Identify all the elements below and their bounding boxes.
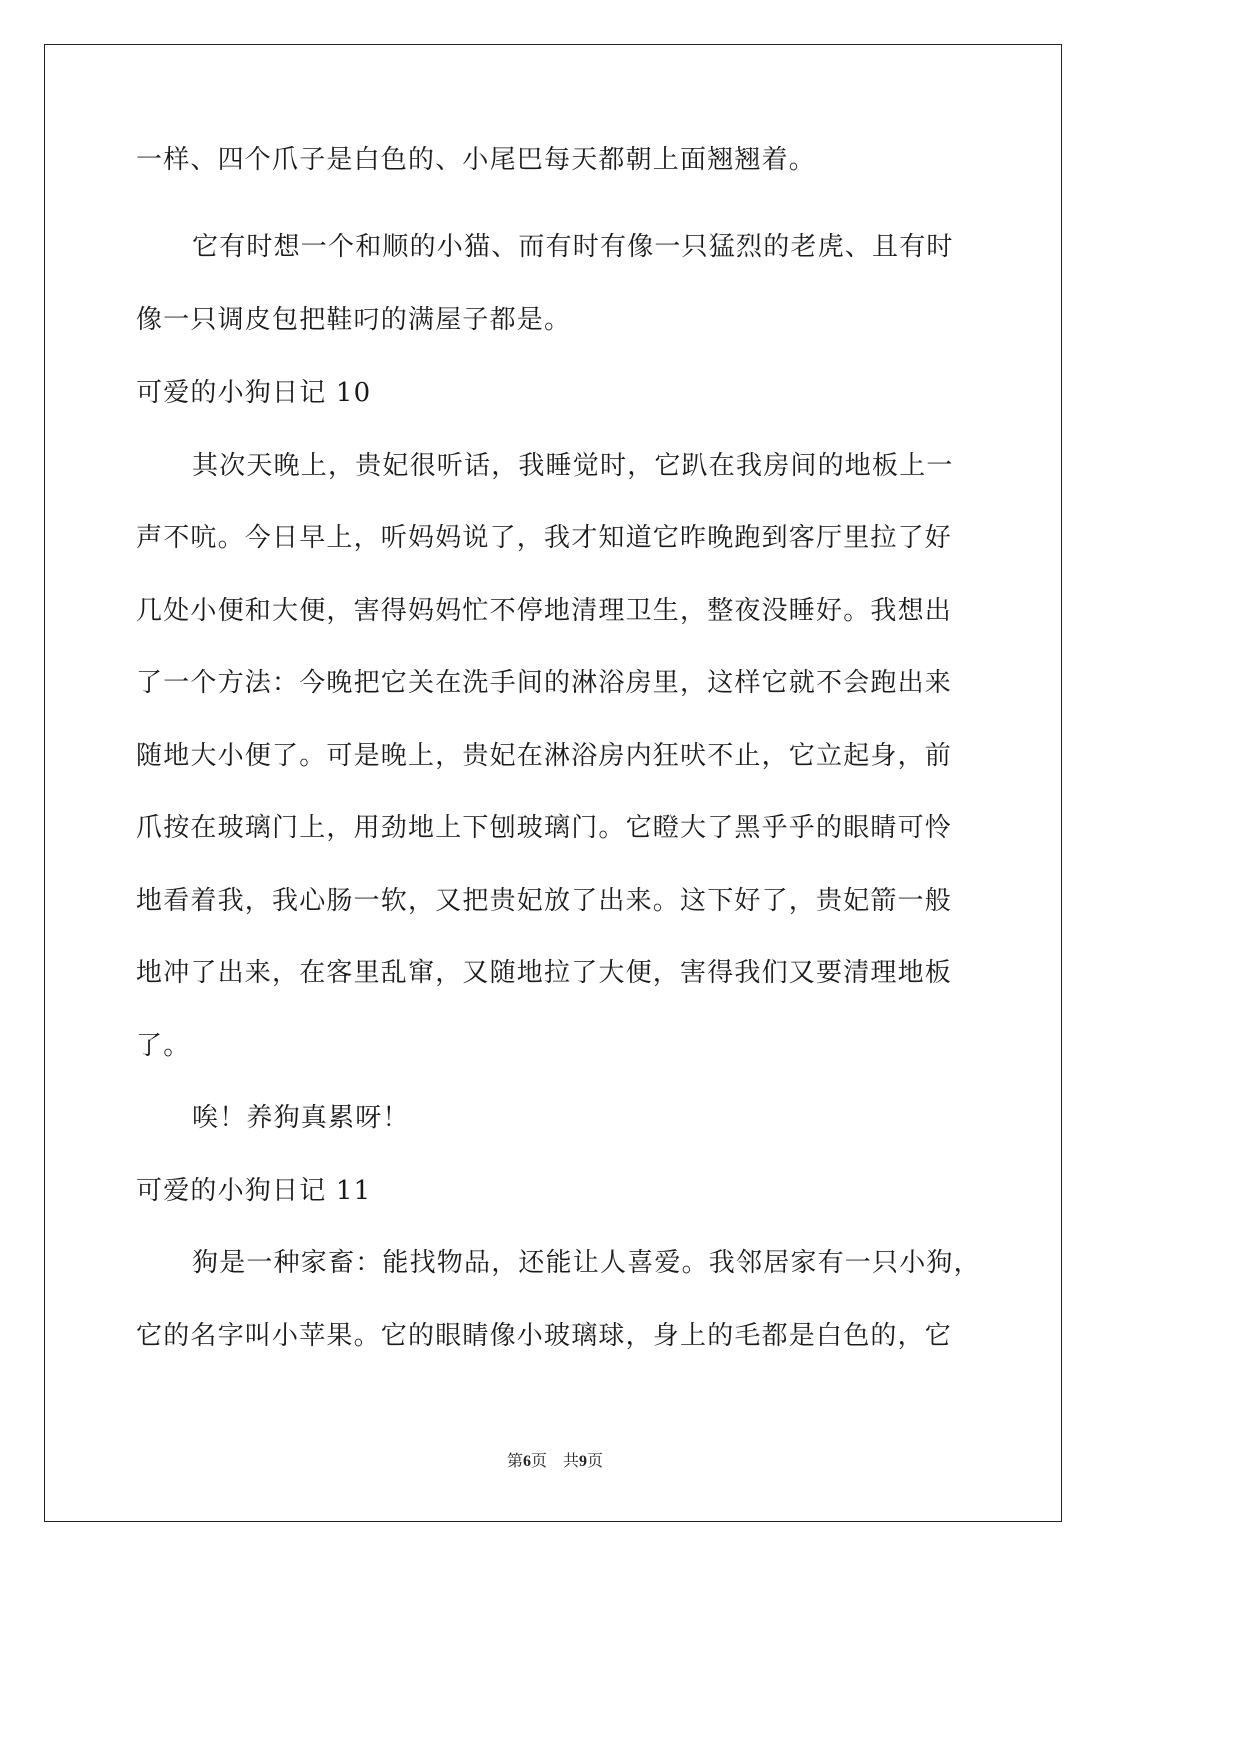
paragraph-line: 声不吭。今日早上，听妈妈说了，我才知道它昨晚跑到客厅里拉了好 bbox=[136, 523, 953, 553]
paragraph-line: 了。 bbox=[136, 1031, 191, 1061]
paragraph-line: 地冲了出来，在客里乱窜，又随地拉了大便，害得我们又要清理地板 bbox=[136, 958, 953, 988]
page-label-suffix: 页 bbox=[587, 1453, 604, 1470]
paragraph-line: 像一只调皮包把鞋叼的满屋子都是。 bbox=[136, 305, 572, 335]
paragraph-line: 其次天晚上，贵妃很听话，我睡觉时，它趴在我房间的地板上一 bbox=[192, 451, 954, 481]
paragraph-line: 它有时想一个和顺的小猫、而有时有像一只猛烈的老虎、且有时 bbox=[192, 232, 954, 262]
section-heading: 可爱的小狗日记 11 bbox=[136, 1176, 372, 1206]
paragraph-line: 爪按在玻璃门上，用劲地上下刨玻璃门。它瞪大了黑乎乎的眼睛可怜 bbox=[136, 813, 953, 843]
paragraph-line: 一样、四个爪子是白色的、小尾巴每天都朝上面翘翘着。 bbox=[136, 145, 817, 175]
page-total: 9 bbox=[579, 1453, 587, 1470]
page-label-prefix: 第 bbox=[506, 1453, 523, 1470]
page-current: 6 bbox=[522, 1453, 531, 1470]
paragraph-line: 随地大小便了。可是晚上，贵妃在淋浴房内狂吠不止，它立起身，前 bbox=[136, 741, 953, 771]
paragraph-line: 几处小便和大便，害得妈妈忙不停地清理卫生，整夜没睡好。我想出 bbox=[136, 596, 953, 626]
section-heading: 可爱的小狗日记 10 bbox=[136, 378, 372, 408]
paragraph-line: 它的名字叫小苹果。它的眼睛像小玻璃球，身上的毛都是白色的，它 bbox=[136, 1321, 953, 1351]
paragraph-line: 狗是一种家畜：能找物品，还能让人喜爱。我邻居家有一只小狗， bbox=[192, 1248, 981, 1278]
page-footer bbox=[0, 1452, 1110, 1472]
page-label-mid: 页 共 bbox=[530, 1453, 579, 1470]
paragraph-line: 了一个方法：今晚把它关在洗手间的淋浴房里，这样它就不会跑出来 bbox=[136, 668, 953, 698]
page-border bbox=[44, 44, 1062, 1522]
paragraph-line: 唉！养狗真累呀！ bbox=[192, 1103, 410, 1133]
paragraph-line: 地看着我，我心肠一软，又把贵妃放了出来。这下好了，贵妃箭一般 bbox=[136, 886, 953, 916]
